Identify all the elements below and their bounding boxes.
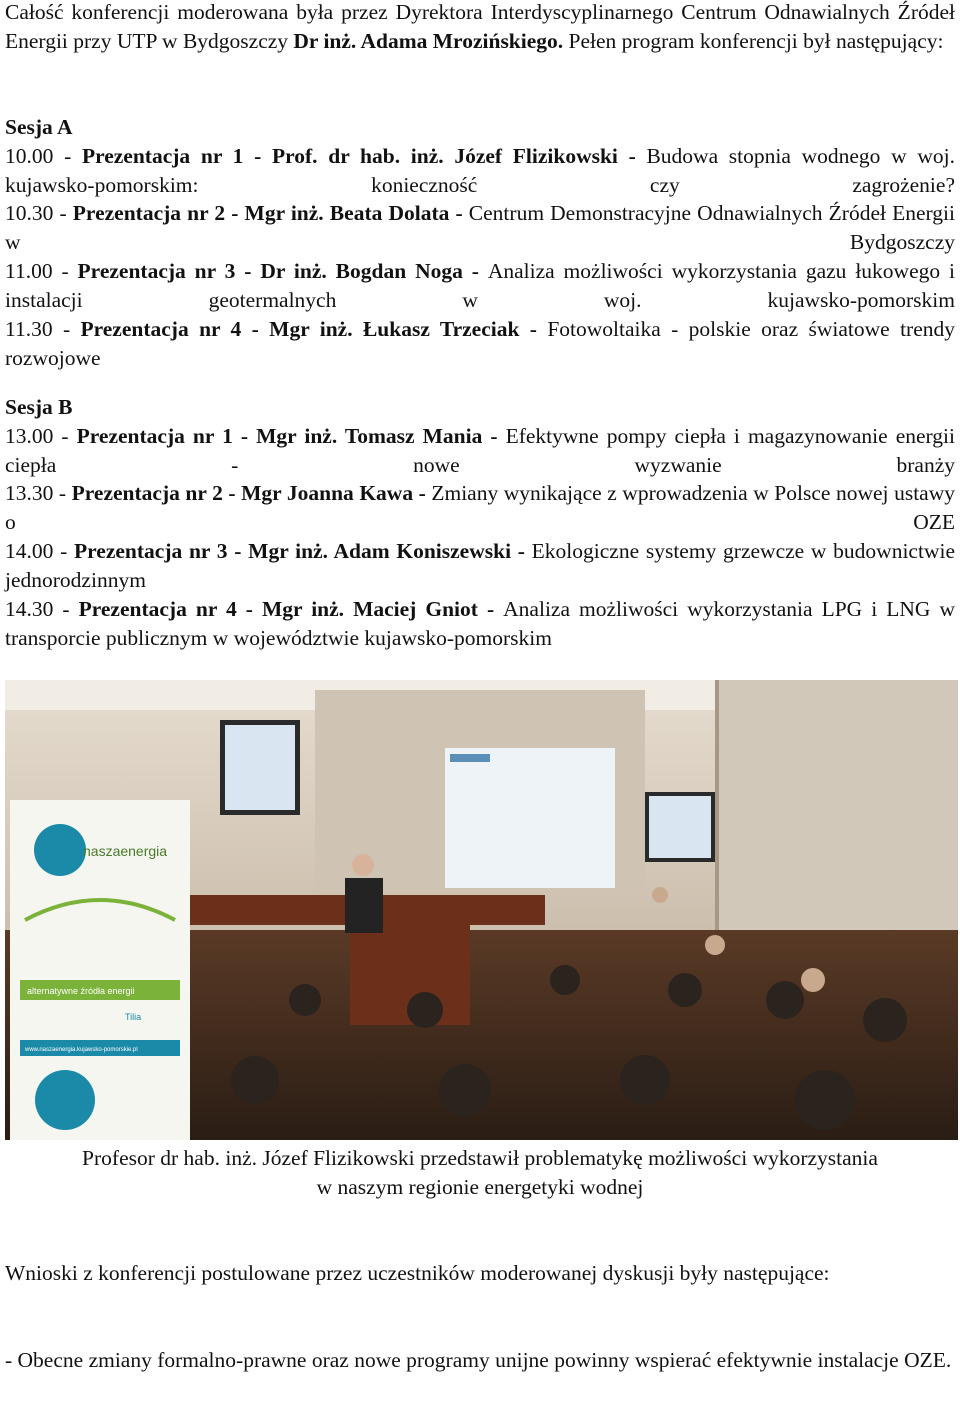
program-item: 13.30 - Prezentacja nr 2 - Mgr Joanna Kawa - Zmiany wynikające z wprowadzenia w Polsce nowej ustawy o OZE [5,481,955,534]
banner-url: www.naszaenergia.kujawsko-pomorskie.pl [25,1047,138,1053]
banner-brand: naszaenergia [83,843,168,859]
program-item: 10.30 - Prezentacja nr 2 - Mgr inż. Beata Dolata - Centrum Demonstracyjne Odnawialnych Źródeł Energii w Bydgoszczy [5,201,955,254]
moderator-name: Dr inż. Adama Mrozińskiego. [293,28,564,53]
intro-paragraph [5,0,955,55]
photo-caption-line-1: Profesor dr hab. inż. Józef Flizikowski przedstawił problematykę możliwości wykorzystania [82,1146,878,1170]
conference-hall-illustration [5,680,958,1140]
conclusion-item: - Obecne zmiany formalno-prawne oraz nowe programy unijne powinny wspierać efektywnie instalacje OZE. [5,1348,952,1372]
program-item: 11.30 - Prezentacja nr 4 - Mgr inż. Łukasz Trzeciak - Fotowoltaika - polskie oraz światowe trendy rozwojowe [5,317,955,370]
session-a-title: Sesja A [5,115,73,139]
session-b-title: Sesja B [5,395,73,419]
conclusions-intro: Wnioski z konferencji postulowane przez uczestników moderowanej dyskusji były następujące: [5,1261,830,1285]
program-item: 10.00 - Prezentacja nr 1 - Prof. dr hab. inż. Józef Flizikowski - Budowa stopnia wodnego w woj. kujawsko-pomorskim: konieczność czy zagrożenie? [5,144,955,197]
banner-slogan: alternatywne źródła energii [27,986,135,996]
program-item: 11.00 - Prezentacja nr 3 - Dr inż. Bogdan Noga - Analiza możliwości wykorzystania gazu łukowego i instalacji geotermalnych w woj. kujawsko-pomorskim [5,259,955,312]
photo-caption-line-2: w naszym regionie energetyki wodnej [316,1175,644,1199]
conference-photo [5,680,958,1140]
intro-text-end: Pełen program konferencji był następujący: [563,28,944,53]
intro-text: Całość konferencji moderowana była przez Dyrektora Interdyscyplinarnego Centrum Odnawialnych Źródeł Energii przy UTP w Bydgoszczy [5,0,955,53]
program-item: 14.30 - Prezentacja nr 4 - Mgr inż. Maciej Gniot - Analiza możliwości wykorzystania LPG i LNG w transporcie publicznym w województwie kujawsko-pomorskim [5,597,955,650]
program-item: 13.00 - Prezentacja nr 1 - Mgr inż. Tomasz Mania - Efektywne pompy ciepła i magazynowanie energii ciepła - nowe wyzwanie branży [5,424,955,477]
program-item: 14.00 - Prezentacja nr 3 - Mgr inż. Adam Koniszewski - Ekologiczne systemy grzewcze w budownictwie jednorodzinnym [5,539,955,592]
banner-logo: Tilia [125,1012,142,1022]
